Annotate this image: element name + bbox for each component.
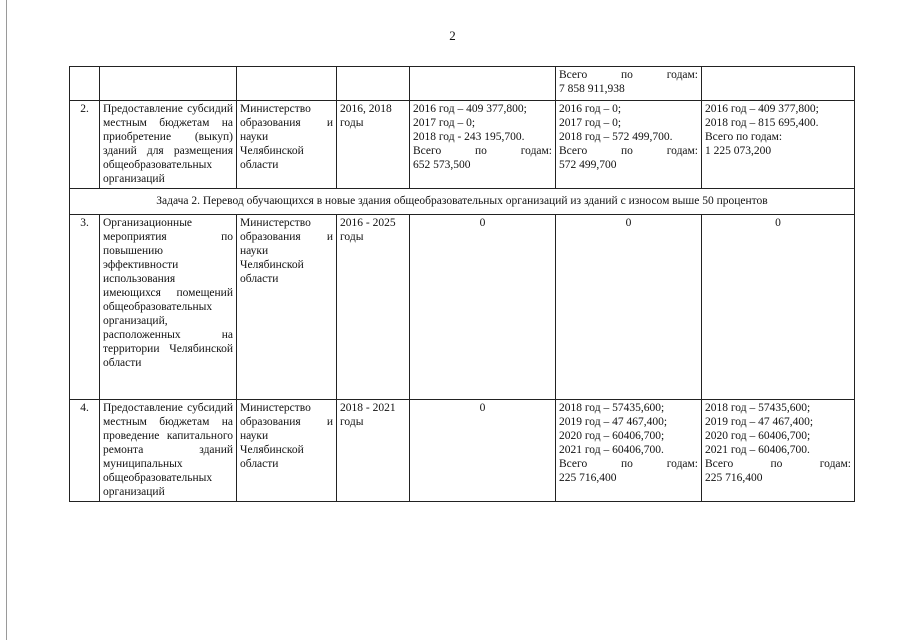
funding-line: 2018 год - 243 195,700.: [413, 131, 525, 143]
funding-cell: 0: [702, 215, 855, 400]
funding-line: 2020 год – 60406,700;: [705, 430, 811, 442]
program-table: [69, 66, 855, 502]
total-value: 7 858 911,938: [559, 83, 625, 95]
funding-line: 2016 год – 409 377,800;: [705, 103, 819, 115]
funding-cell: 0: [410, 215, 556, 400]
funding-line: 2017 год – 0;: [413, 117, 476, 129]
total-label: Всего по годам:: [559, 69, 698, 81]
funding-line: 2018 год – 572 499,700.: [559, 131, 673, 143]
funding-line: 2019 год – 47 467,400;: [559, 416, 668, 428]
cell-period: [337, 67, 410, 101]
funding-cell: 0: [556, 215, 702, 400]
period-text: 2016, 2018 годы: [337, 101, 410, 189]
table-row: [70, 400, 855, 502]
total-label: Всего по годам:: [559, 145, 698, 157]
row-number: 2.: [70, 101, 100, 189]
total-label: Всего по годам:: [705, 458, 851, 470]
cell-executor: [237, 67, 337, 101]
executor-text: Министерство образования и науки Челябинской области: [237, 101, 337, 189]
page-number: 2: [449, 28, 456, 43]
funding-cell: [556, 101, 702, 189]
cell-funding-1: [410, 67, 556, 101]
funding-cell: [702, 400, 855, 502]
total-label: Всего по годам:: [559, 458, 698, 470]
funding-line: 1 225 073,200: [705, 145, 772, 157]
funding-cell: 0: [410, 400, 556, 502]
period-text: 2018 - 2021 годы: [337, 400, 410, 502]
task-heading-row: [70, 189, 855, 215]
executor-text: Министерство образования и науки Челябинской области: [237, 215, 337, 400]
activity-text: Организационные мероприятия по повышению эффективности использования имеющихся помещений общеобразовательных организаций, расположенных на территории Челябинской области: [100, 215, 237, 400]
period-text: 2016 - 2025 годы: [337, 215, 410, 400]
funding-line: 2016 год – 0;: [559, 103, 622, 115]
scan-left-edge: [6, 0, 7, 640]
funding-line: 2018 год – 815 695,400.: [705, 117, 819, 129]
cell-funding-2: [556, 67, 702, 101]
table-row: [70, 215, 855, 400]
total-label: Всего по годам:: [413, 145, 552, 157]
funding-line: Всего по годам:: [705, 131, 783, 143]
table-row: [70, 101, 855, 189]
row-number: 4.: [70, 400, 100, 502]
total-value: 572 499,700: [559, 159, 617, 171]
funding-line: 2019 год – 47 467,400;: [705, 416, 814, 428]
funding-line: 2018 год – 57435,600;: [559, 402, 665, 414]
cell-num: [70, 67, 100, 101]
funding-line: 2018 год – 57435,600;: [705, 402, 811, 414]
funding-line: 2021 год – 60406,700.: [705, 444, 810, 456]
total-value: 225 716,400: [705, 472, 763, 484]
funding-line: 2021 год – 60406,700.: [559, 444, 664, 456]
funding-line: 2017 год – 0;: [559, 117, 622, 129]
total-value: 652 573,500: [413, 159, 471, 171]
table-row-continuation: [70, 67, 855, 101]
activity-text: Предоставление субсидий местным бюджетам на приобретение (выкуп) зданий для размещения общеобразовательных организаций: [100, 101, 237, 189]
row-number: 3.: [70, 215, 100, 400]
cell-activity: [100, 67, 237, 101]
activity-text: Предоставление субсидий местным бюджетам на проведение капитального ремонта зданий муниципальных общеобразовательных организаций: [100, 400, 237, 502]
executor-text: Министерство образования и науки Челябинской области: [237, 400, 337, 502]
funding-cell: [702, 101, 855, 189]
cell-funding-3: [702, 67, 855, 101]
total-value: 225 716,400: [559, 472, 617, 484]
funding-line: 2020 год – 60406,700;: [559, 430, 665, 442]
task-heading: Задача 2. Перевод обучающихся в новые здания общеобразовательных организаций из зданий с износом выше 50 процентов: [70, 189, 855, 215]
funding-cell: [410, 101, 556, 189]
funding-line: 2016 год – 409 377,800;: [413, 103, 527, 115]
funding-cell: [556, 400, 702, 502]
